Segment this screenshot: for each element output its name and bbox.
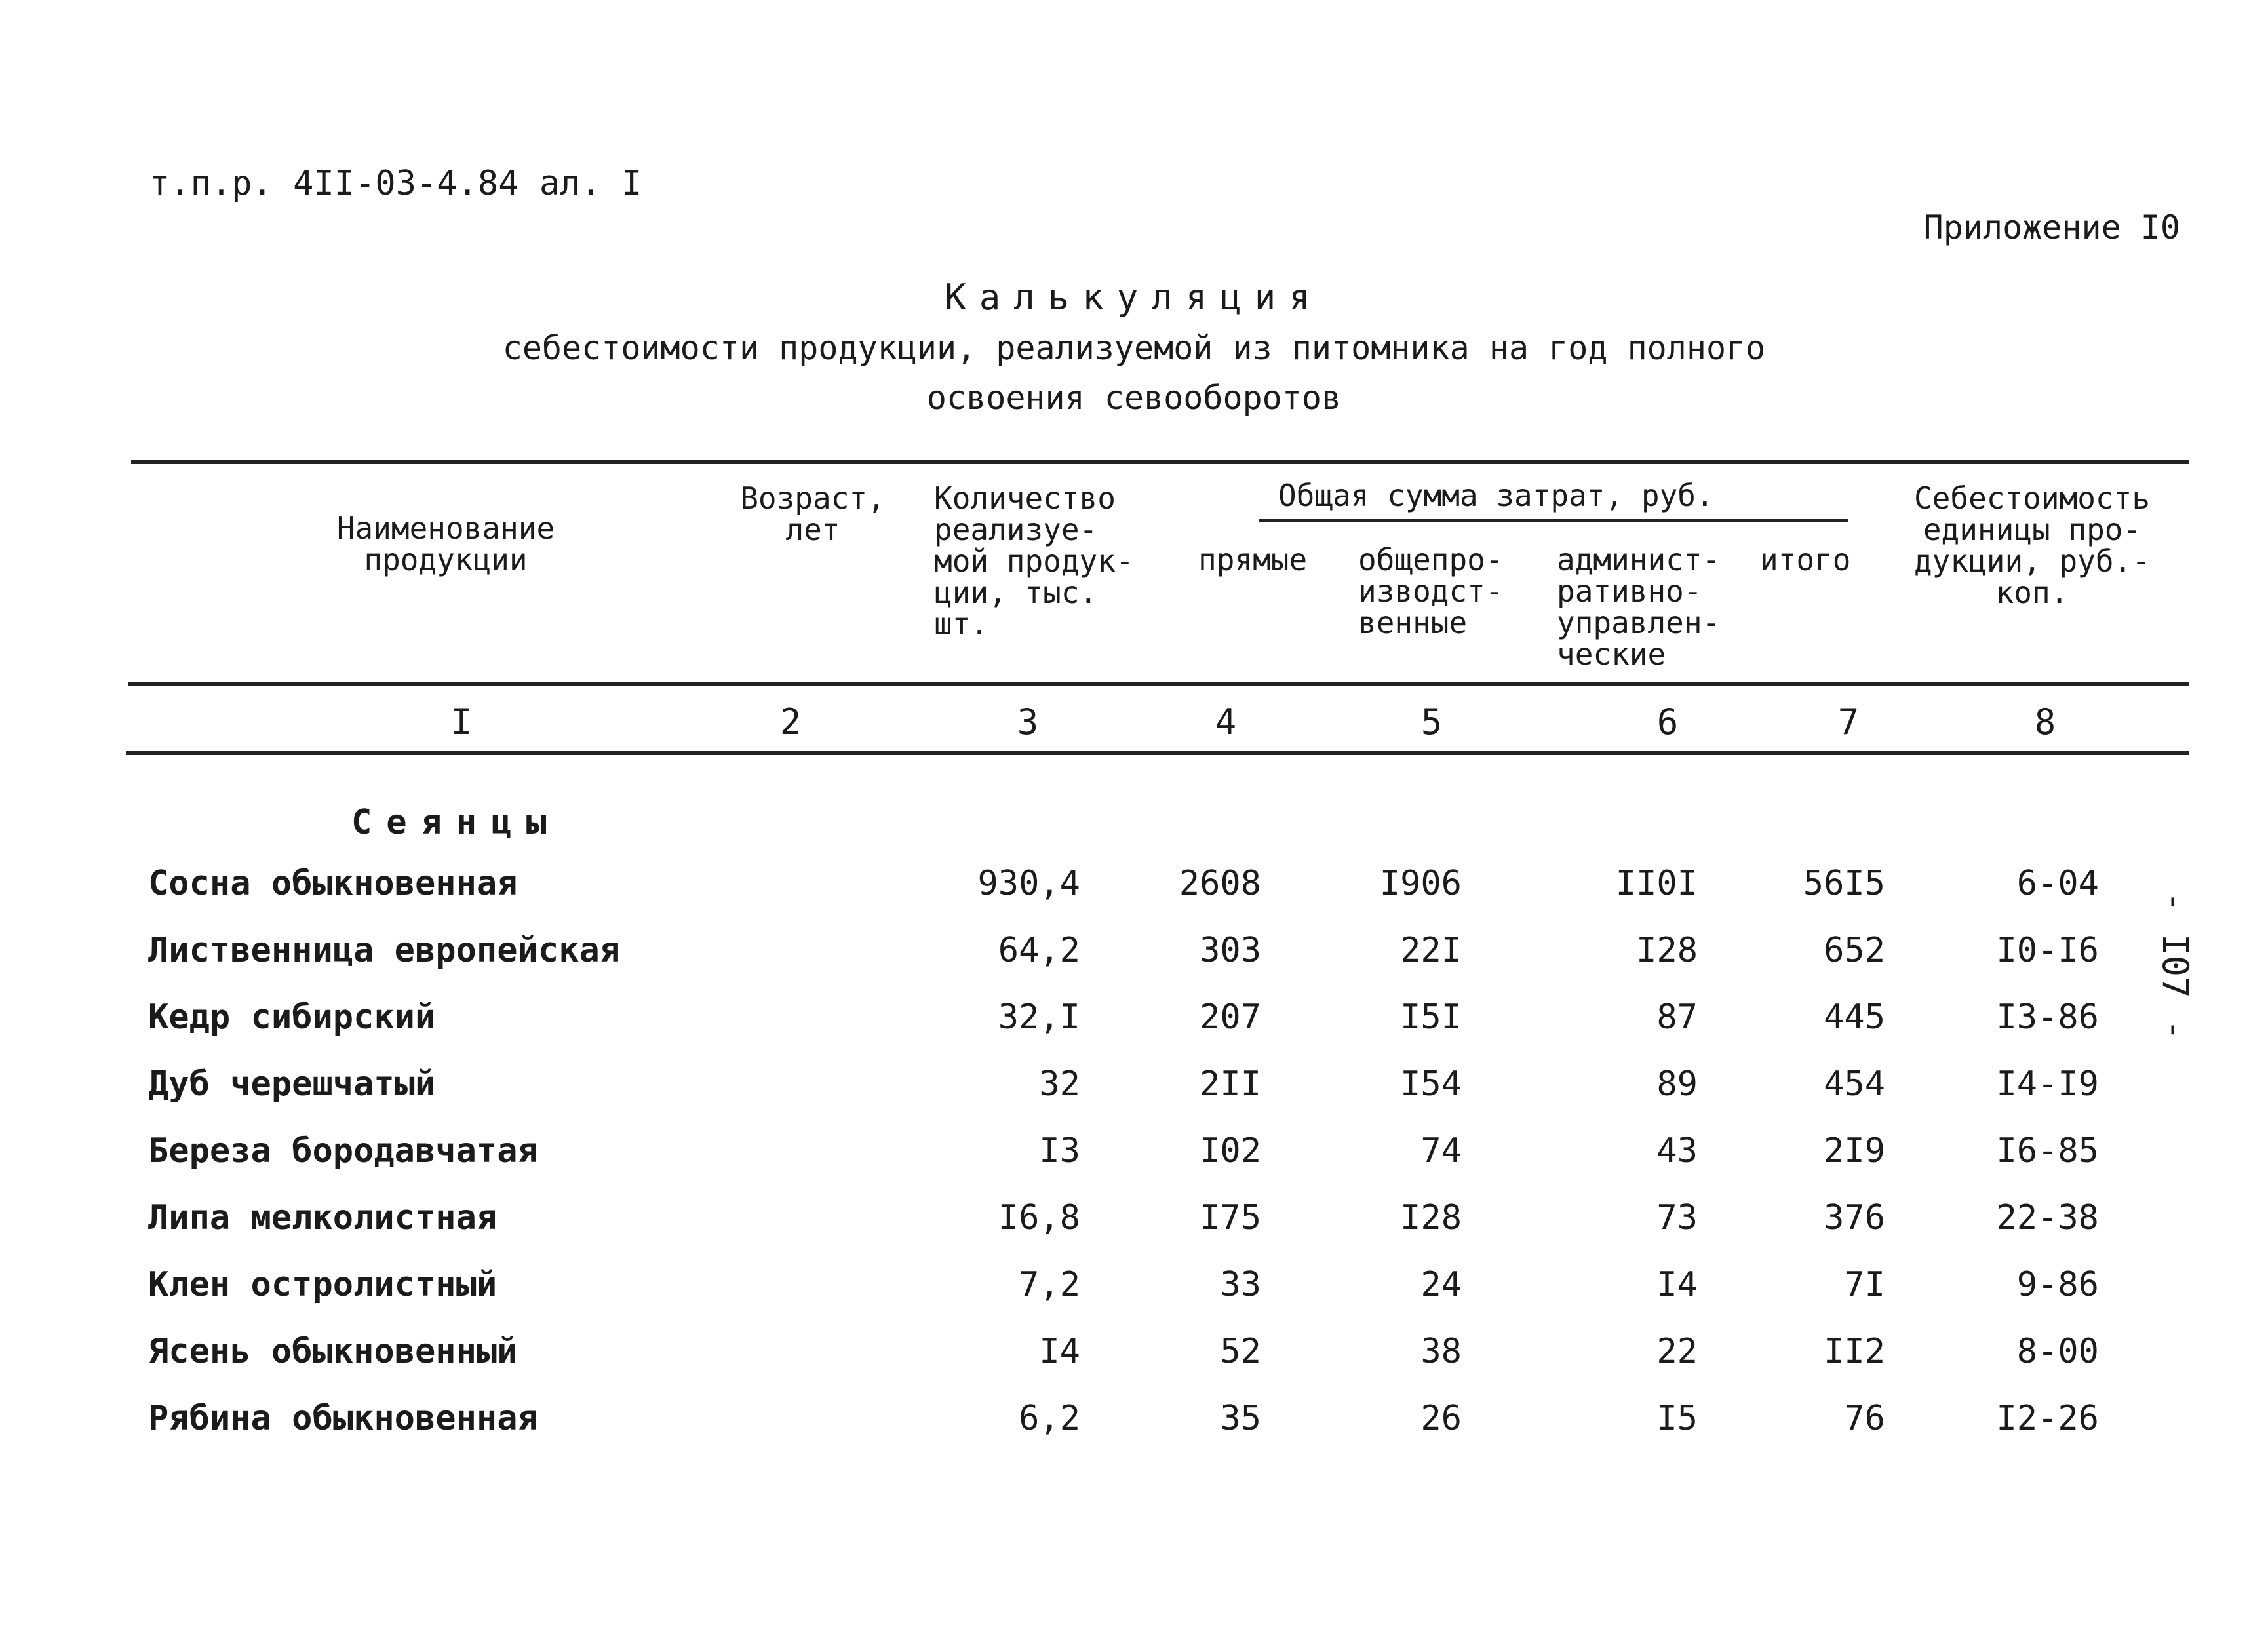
unit-cost-cell: I0-I6 [1996, 931, 2099, 970]
document-subtitle-line2: освоения севооборотов [926, 379, 1342, 417]
header-admin: админист- ративно- управлен- ческие [1557, 542, 1721, 672]
table-top-rule [131, 460, 2189, 464]
document-title: Калькуляция [945, 277, 1323, 318]
quantity-cell: I6,8 [998, 1198, 1080, 1237]
direct-cost-cell: 2II [1200, 1064, 1261, 1104]
admin-cost-cell: 89 [1656, 1064, 1698, 1104]
quantity-cell: 64,2 [998, 931, 1080, 970]
quantity-cell: 6,2 [1019, 1399, 1080, 1438]
direct-cost-cell: 207 [1200, 998, 1261, 1037]
unit-cost-cell: I2-26 [1996, 1399, 2099, 1438]
product-name: Рябина обыкновенная [148, 1399, 538, 1438]
section-title: Сеянцы [351, 803, 561, 842]
general-cost-cell: 74 [1420, 1131, 1462, 1171]
header-total: итого [1760, 542, 1851, 577]
admin-cost-cell: 73 [1656, 1198, 1698, 1237]
direct-cost-cell: I02 [1200, 1131, 1261, 1171]
admin-cost-cell: 22 [1656, 1332, 1698, 1371]
unit-cost-cell: I6-85 [1996, 1131, 2099, 1171]
product-name: Клен остролистный [148, 1265, 498, 1304]
product-name: Ясень обыкновенный [148, 1332, 518, 1371]
unit-cost-cell: 8-00 [2016, 1332, 2099, 1371]
total-cost-cell: 7I [1844, 1265, 1885, 1304]
unit-cost-cell: 22-38 [1996, 1198, 2099, 1237]
column-number-7: 7 [1837, 701, 1860, 743]
document-code: т.п.р. 4II-03-4.84 ал. I [149, 164, 642, 203]
appendix-label: Приложение I0 [1923, 208, 2180, 246]
total-cost-cell: 376 [1824, 1198, 1885, 1237]
quantity-cell: 930,4 [977, 864, 1080, 903]
total-cost-cell: 76 [1844, 1399, 1885, 1438]
admin-cost-cell: II0I [1615, 864, 1698, 903]
admin-cost-cell: 43 [1656, 1131, 1698, 1171]
header-age: Возраст, лет [740, 480, 886, 547]
column-number-2: 2 [779, 701, 802, 743]
column-number-1: I [450, 701, 473, 743]
column-number-4: 4 [1215, 701, 1237, 743]
header-direct: прямые [1198, 542, 1308, 577]
general-cost-cell: I54 [1400, 1064, 1462, 1104]
table-row [0, 1131, 2268, 1184]
quantity-cell: I3 [1039, 1131, 1080, 1171]
table-row [0, 1399, 2268, 1451]
product-name: Кедр сибирский [148, 998, 436, 1037]
general-cost-cell: 22I [1400, 931, 1462, 970]
table-row [0, 1265, 2268, 1317]
general-cost-cell: 24 [1420, 1265, 1462, 1304]
column-number-3: 3 [1017, 701, 1039, 743]
table-row [0, 1198, 2268, 1251]
column-number-6: 6 [1656, 701, 1679, 743]
column-numbers-rule [126, 751, 2189, 755]
document-subtitle-line1: себестоимости продукции, реализуемой из питомника на год полного [502, 329, 1766, 367]
product-name: Липа мелколистная [148, 1198, 498, 1237]
general-cost-cell: I906 [1379, 864, 1462, 903]
unit-cost-cell: I3-86 [1996, 998, 2099, 1037]
column-number-5: 5 [1420, 701, 1443, 743]
quantity-cell: 32,I [998, 998, 1080, 1037]
table-row [0, 864, 2268, 916]
header-name: Наименование продукции [336, 511, 555, 577]
direct-cost-cell: 2608 [1179, 864, 1261, 903]
unit-cost-cell: 9-86 [2016, 1265, 2099, 1304]
header-general: общепро- изводст- венные [1358, 542, 1504, 640]
total-cost-cell: 445 [1824, 998, 1885, 1037]
table-row [0, 1064, 2268, 1117]
group-header-underline [1259, 519, 1848, 522]
quantity-cell: 7,2 [1019, 1265, 1080, 1304]
general-cost-cell: 38 [1420, 1332, 1462, 1371]
table-row [0, 998, 2268, 1050]
header-unit-cost: Себестоимость единицы про- дукции, руб.- коп. [1913, 480, 2151, 610]
general-cost-cell: 26 [1420, 1399, 1462, 1438]
header-total-group: Общая сумма затрат, руб. [1278, 478, 1714, 513]
quantity-cell: I4 [1039, 1332, 1080, 1371]
page-number: - I07 - [2155, 891, 2196, 1041]
total-cost-cell: 2I9 [1824, 1131, 1885, 1171]
product-name: Лиственница европейская [148, 931, 621, 970]
table-row [0, 1332, 2268, 1384]
admin-cost-cell: 87 [1656, 998, 1698, 1037]
general-cost-cell: I5I [1400, 998, 1462, 1037]
direct-cost-cell: 303 [1200, 931, 1261, 970]
unit-cost-cell: 6-04 [2016, 864, 2099, 903]
direct-cost-cell: 52 [1220, 1332, 1261, 1371]
admin-cost-cell: I28 [1636, 931, 1698, 970]
direct-cost-cell: 35 [1220, 1399, 1261, 1438]
direct-cost-cell: 33 [1220, 1265, 1261, 1304]
header-bottom-rule [128, 682, 2189, 686]
quantity-cell: 32 [1039, 1064, 1080, 1104]
column-number-8: 8 [2034, 701, 2056, 743]
unit-cost-cell: I4-I9 [1996, 1064, 2099, 1104]
admin-cost-cell: I5 [1656, 1399, 1698, 1438]
general-cost-cell: I28 [1400, 1198, 1462, 1237]
total-cost-cell: 454 [1824, 1064, 1885, 1104]
product-name: Сосна обыкновенная [148, 864, 518, 903]
product-name: Дуб черешчатый [148, 1064, 436, 1104]
total-cost-cell: 652 [1824, 931, 1885, 970]
total-cost-cell: 56I5 [1803, 864, 1885, 903]
table-row [0, 931, 2268, 983]
admin-cost-cell: I4 [1656, 1265, 1698, 1304]
total-cost-cell: II2 [1824, 1332, 1885, 1371]
product-name: Береза бородавчатая [148, 1131, 538, 1171]
header-quantity: Количество реализуе- мой продук- ции, тыс. шт. [934, 480, 1134, 642]
direct-cost-cell: I75 [1200, 1198, 1261, 1237]
